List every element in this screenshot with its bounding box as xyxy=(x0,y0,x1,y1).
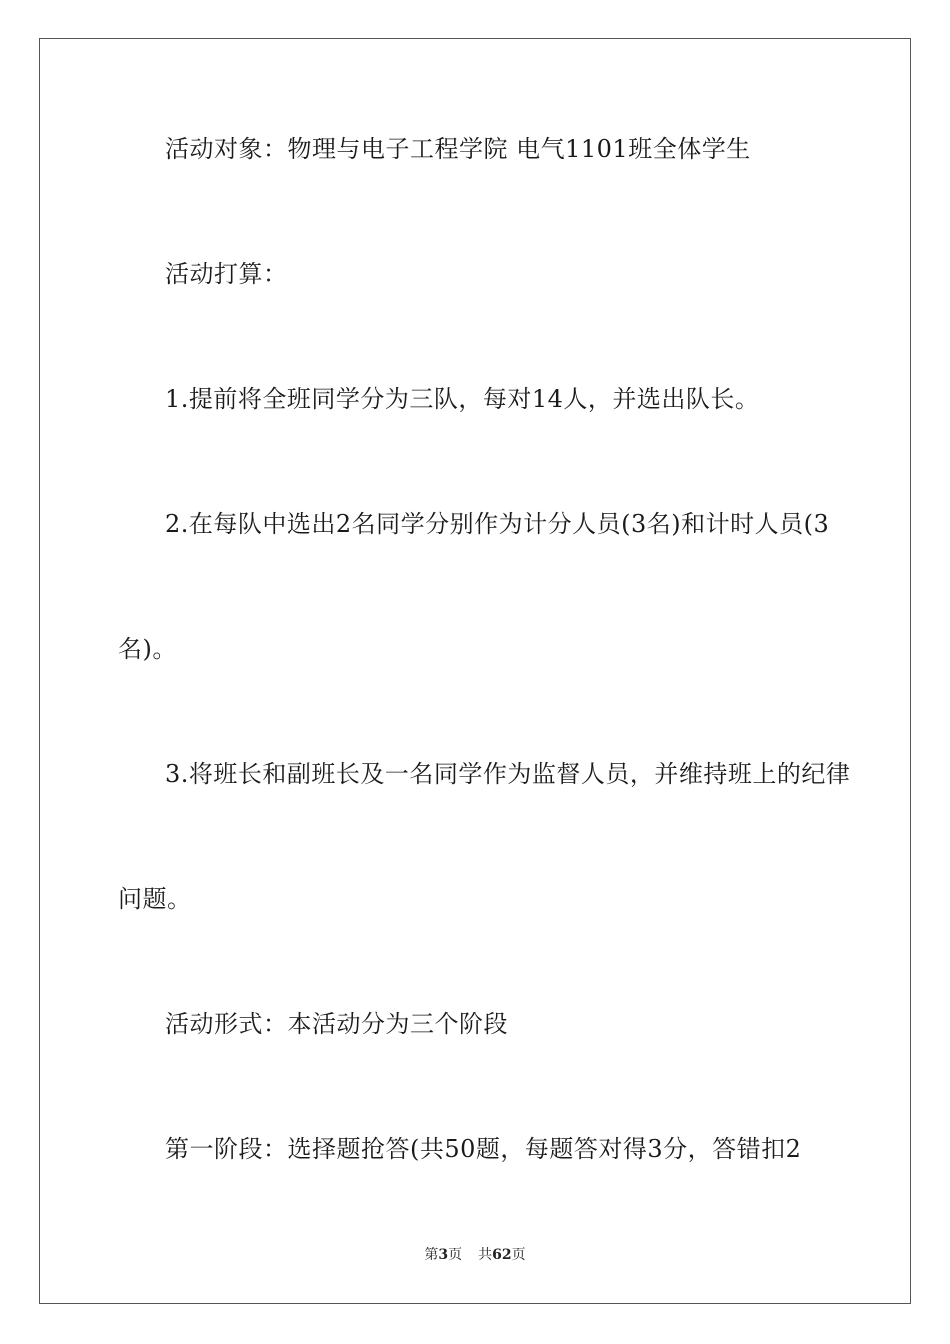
paragraph-activity-plan-heading: 活动打算： xyxy=(165,260,288,288)
paragraph-plan-item-2-text: 2.在每队中选出2名同学分别作为计分人员(3名)和计时人员(3 xyxy=(165,510,830,538)
paragraph-activity-target: 活动对象：物理与电子工程学院 电气1101班全体学生 xyxy=(165,135,751,163)
footer-total-prefix: 共 xyxy=(478,1247,493,1263)
footer-page-suffix: 页 xyxy=(448,1247,463,1263)
footer-total-number: 62 xyxy=(492,1247,512,1263)
footer-page-prefix: 第 xyxy=(424,1247,439,1263)
page-footer xyxy=(0,1246,950,1264)
paragraph-plan-item-2-continued: 名)。 xyxy=(118,635,177,663)
paragraph-plan-item-3: 3.将班长和副班长及一名同学作为监督人员，并维持班上的纪律 xyxy=(165,760,851,788)
footer-page-number: 3 xyxy=(438,1247,449,1263)
paragraph-plan-item-1: 1.提前将全班同学分为三队，每对14人，并选出队长。 xyxy=(165,385,760,413)
paragraph-plan-item-3-continued: 问题。 xyxy=(118,885,192,913)
paragraph-stage-one: 第一阶段：选择题抢答(共50题，每题答对得3分，答错扣2 xyxy=(165,1135,802,1163)
paragraph-plan-item-2 xyxy=(165,509,837,539)
paragraph-activity-format: 活动形式：本活动分为三个阶段 xyxy=(165,1010,508,1038)
page-border xyxy=(39,38,911,1304)
footer-total-suffix: 页 xyxy=(511,1247,526,1263)
